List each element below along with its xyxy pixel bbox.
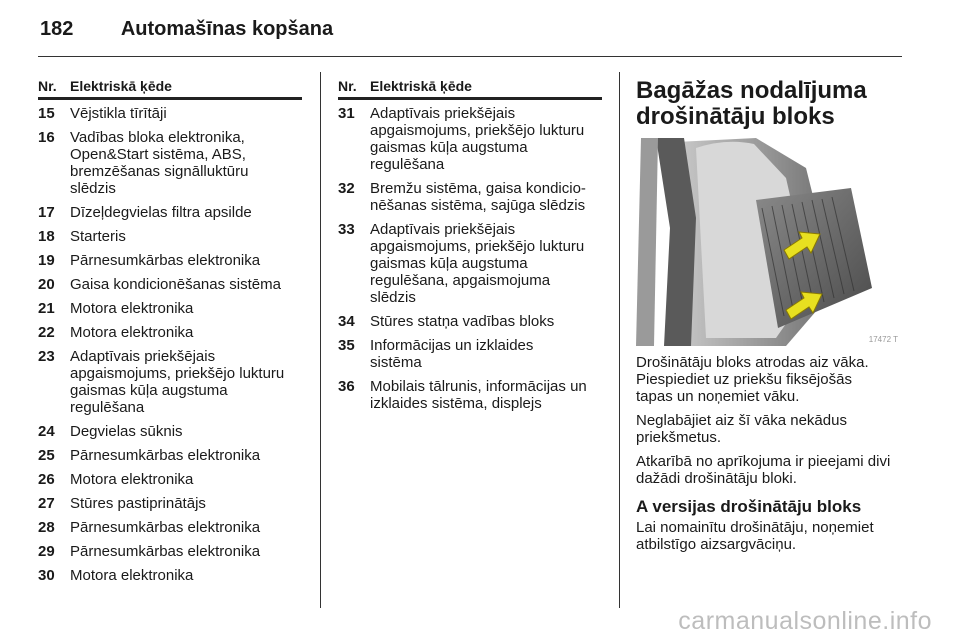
fuse-number: 26: [38, 471, 55, 488]
circuit-description: Pārnesumkārbas elektronika: [70, 447, 261, 464]
image-code: 17472 T: [868, 335, 898, 344]
luggage-fuse-section: [636, 78, 902, 560]
fuse-number: 17: [38, 204, 55, 221]
fuse-number: 25: [38, 447, 55, 464]
fuse-table-right: [338, 78, 602, 419]
fuse-number: 23: [38, 348, 55, 365]
table-row: [338, 337, 602, 371]
circuit-description: Vējstikla tīrītāji: [70, 105, 167, 122]
circuit-description: Adaptīvais priekšējais apgaismojums, priekšējo lukturu gaismas kūļa augstuma regulēšana: [70, 348, 285, 416]
circuit-description: Stūres pastiprinātājs: [70, 495, 206, 512]
table-row: [38, 543, 302, 560]
page-header: [40, 18, 333, 41]
fuse-table-left: [38, 78, 302, 591]
fuse-number: 29: [38, 543, 55, 560]
fuse-number: 22: [38, 324, 55, 341]
table-header: [338, 78, 602, 100]
table-row: [338, 105, 602, 173]
circuit-description: Pārnesumkārbas elektronika: [70, 519, 261, 536]
circuit-description: Adaptīvais priekšējais apgaismojums, priekšējo lukturu gaismas kūļa augstuma regulēšana: [370, 105, 585, 173]
circuit-description: Motora elektronika: [70, 324, 194, 341]
fuse-number: 30: [38, 567, 55, 584]
fuse-number: 20: [38, 276, 55, 293]
circuit-description: Motora elektronika: [70, 300, 194, 317]
fuse-number: 18: [38, 228, 55, 245]
column-header-circuit: Elektriskā ķēde: [70, 78, 172, 94]
table-row: [38, 519, 302, 536]
fuse-number: 34: [338, 313, 355, 330]
fuse-number: 27: [38, 495, 55, 512]
fuse-number: 16: [38, 129, 55, 146]
column-divider: [619, 72, 620, 608]
circuit-description: Adaptīvais priekšējais apgaismojums, priekšējo lukturu gaismas kūļa augstuma regulēšana, apgaismojuma slēdzis: [370, 221, 585, 306]
table-row: [38, 228, 302, 245]
table-row: [38, 471, 302, 488]
paragraph: Atkarībā no aprīkojuma ir pieejami divi dažādi drošinātāju bloki.: [636, 453, 891, 487]
table-row: [38, 129, 302, 197]
table-row: [38, 324, 302, 341]
column-header-nr: Nr.: [38, 78, 57, 94]
circuit-description: Degvielas sūknis: [70, 423, 183, 440]
circuit-description: Dīzeļdegvielas filtra apsilde: [70, 204, 252, 221]
circuit-description: Mobilais tālrunis, informācijas un izklaides sistēma, displejs: [370, 378, 587, 412]
circuit-description: Pārnesumkārbas elektronika: [70, 252, 261, 269]
fuse-number: 31: [338, 105, 355, 122]
circuit-description: Informācijas un izklaides sistēma: [370, 337, 534, 371]
subsection-text: Lai nomainītu drošinātāju, noņemiet atbilstīgo aizsargvāciņu.: [636, 519, 874, 553]
fuse-number: 35: [338, 337, 355, 354]
table-header: [38, 78, 302, 100]
circuit-description: Gaisa kondicionēšanas sistēma: [70, 276, 281, 293]
table-row: [38, 300, 302, 317]
table-row: [38, 348, 302, 416]
table-row: [38, 567, 302, 584]
table-row: [38, 252, 302, 269]
circuit-description: Pārnesumkārbas elektronika: [70, 543, 261, 560]
fuse-number: 36: [338, 378, 355, 395]
circuit-description: Starteris: [70, 228, 126, 245]
table-row: [338, 221, 602, 306]
circuit-description: Motora elektronika: [70, 567, 194, 584]
table-row: [38, 105, 302, 122]
table-row: [38, 423, 302, 440]
fuse-number: 28: [38, 519, 55, 536]
fuse-box-cover-illustration: [636, 138, 902, 346]
paragraph: Neglabājiet aiz šī vāka nekādus priekšmetus.: [636, 412, 847, 446]
table-row: [338, 313, 602, 330]
paragraph: Drošinātāju bloks atrodas aiz vāka. Piespiediet uz priekšu fiksējošās tapas un noņemiet vāku.: [636, 354, 869, 405]
fuse-number: 33: [338, 221, 355, 238]
subsection-title: A versijas drošinātāju bloks: [636, 497, 862, 516]
column-header-circuit: Elektriskā ķēde: [370, 78, 472, 94]
header-rule: [38, 56, 902, 57]
circuit-description: Motora elektronika: [70, 471, 194, 488]
fuse-number: 19: [38, 252, 55, 269]
circuit-description: Vadības bloka elektronika, Open&Start sistēma, ABS, bremzēšanas signālluktūru slēdzis: [70, 129, 249, 197]
table-row: [38, 276, 302, 293]
column-header-nr: Nr.: [338, 78, 357, 94]
fuse-number: 21: [38, 300, 55, 317]
circuit-description: Stūres statņa vadības bloks: [370, 313, 555, 330]
table-row: [38, 495, 302, 512]
table-row: [38, 204, 302, 221]
circuit-description: Bremžu sistēma, gaisa kondicio- nēšanas sistēma, sajūga slēdzis: [370, 180, 586, 214]
table-row: [338, 180, 602, 214]
table-row: [38, 447, 302, 464]
fuse-number: 15: [38, 105, 55, 122]
fuse-number: 24: [38, 423, 55, 440]
column-divider: [320, 72, 321, 608]
fuse-number: 32: [338, 180, 355, 197]
watermark: carmanualsonline.info: [678, 607, 932, 635]
page-number: 182: [40, 18, 74, 40]
table-row: [338, 378, 602, 412]
page-title: Automašīnas kopšana: [120, 18, 334, 40]
section-title: Bagāžas nodalījuma drošinātāju bloks: [636, 77, 867, 130]
